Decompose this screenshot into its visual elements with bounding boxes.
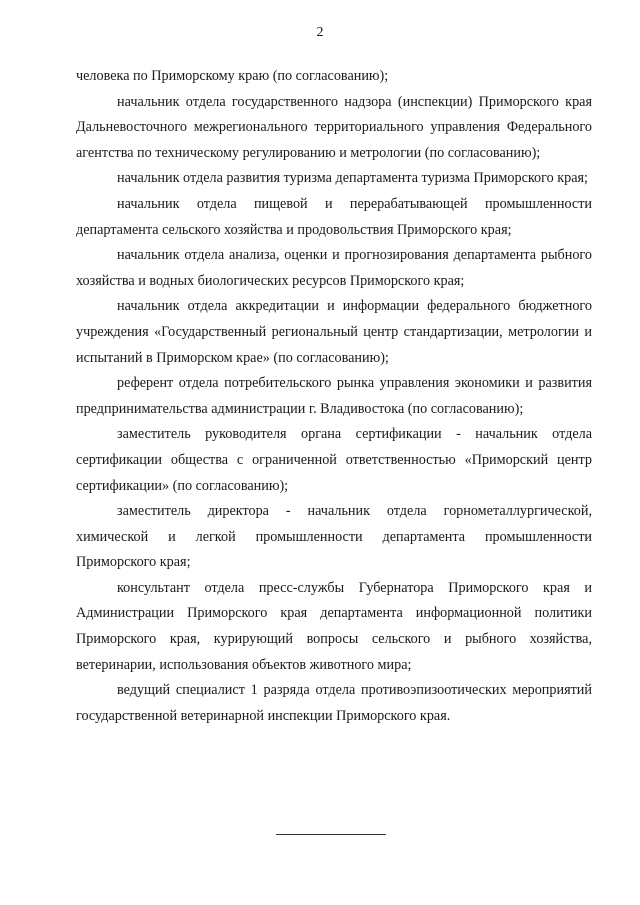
document-body: [76, 64, 592, 729]
paragraph-continuation: человека по Приморскому краю (по согласованию);: [76, 68, 389, 84]
paragraph-fisheries-analysis: начальник отдела анализа, оценки и прогнозирования департамента рыбного хозяйства и водных биологических ресурсов Приморского края;: [76, 247, 592, 289]
paragraph-mining-metallurgy: заместитель директора - начальник отдела горнометаллургической, химической и легкой промышленности департамента промышленности Приморского края;: [76, 503, 592, 571]
page-number: 2: [316, 25, 324, 40]
paragraph-consumer-market: референт отдела потребительского рынка управления экономики и развития предпринимательства администрации г. Владивостока (по согласованию);: [76, 375, 592, 417]
paragraph-accreditation: начальник отдела аккредитации и информации федерального бюджетного учреждения «Государственный региональный центр стандартизации, метрологии и испытаний в Приморском крае» (по согласованию);: [76, 298, 592, 366]
paragraph-food-industry: начальник отдела пищевой и перерабатывающей промышленности департамента сельского хозяйства и продовольствия Приморского края;: [76, 195, 592, 238]
paragraph-press-service: консультант отдела пресс-службы Губернатора Приморского края и Администрации Приморского края департамента информационной политики Приморского края, курирующий вопросы сельского и рыбного хозяйства, ветеринарии, использования объектов животного мира;: [76, 579, 592, 673]
paragraph-tourism: начальник отдела развития туризма департамента туризма Приморского края;: [117, 170, 588, 187]
end-of-list-rule: [276, 834, 386, 835]
paragraph-metrology-inspection: начальник отдела государственного надзора (инспекции) Приморского края Дальневосточного межрегионального территориального управления Федерального агентства по техническому регулированию и метрологии (по согласованию);: [76, 93, 592, 161]
paragraph-veterinary-inspection: ведущий специалист 1 разряда отдела противоэпизоотических мероприятий государственной ветеринарной инспекции Приморского края.: [76, 682, 592, 724]
paragraph-certification-center: заместитель руководителя органа сертификации - начальник отдела сертификации общества с ограниченной ответственностью «Приморский центр сертификации» (по согласованию);: [76, 426, 592, 494]
